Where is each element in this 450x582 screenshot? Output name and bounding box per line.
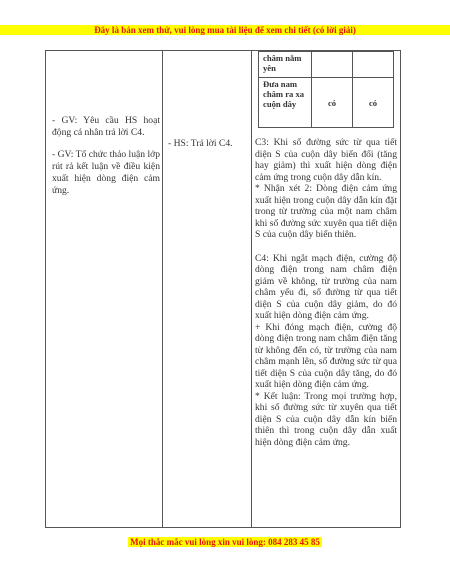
experiment-table <box>258 51 394 128</box>
lesson-table <box>45 50 401 528</box>
experiment-cell: có <box>312 78 353 128</box>
footer-banner <box>0 537 450 547</box>
column-divider <box>162 51 163 527</box>
content-paragraph: * Nhận xét 2: Dòng điện cảm ứng xuất hiện trong cuộn dây dẫn kín đặt trong từ trường của một nam châm khi số đường sức xuyên qua tiết diện S của cuộn dây biến thiên. <box>255 183 397 240</box>
column-divider <box>251 51 252 527</box>
experiment-row-label: Đưa nam châm ra xa cuộn dây <box>259 78 312 128</box>
header-banner <box>0 25 450 35</box>
experiment-row-label: châm nằm yên <box>259 52 312 78</box>
content-paragraph: + Khi đóng mạch điện, cường độ dòng điện trong nam châm điện tăng từ không đến có, từ trường của nam châm mạnh lên, số đường sức từ qua tiết diện S của cuộn dây tăng, do đó xuất hiện dòng điện cảm ứng. <box>255 321 397 390</box>
teacher-activity-cell <box>52 115 160 207</box>
content-paragraph: C3: Khi số đường sức từ qua tiết diện S của cuộn dây biến đổi (tăng hay giảm) thì xuất hiện dòng điện cảm ứng trong cuộn dây dẫn kín. <box>255 137 397 183</box>
student-activity-line: - HS: Trả lời C4. <box>168 138 233 149</box>
experiment-cell <box>312 52 353 78</box>
content-paragraph: * Kết luận: Trong mọi trường hợp, khi số đường sức từ xuyên qua tiết diện S của cuộn dây dẫn kín biến thiên thì trong cuộn dây dẫn xuất hiện dòng điện cảm ứng. <box>255 390 397 448</box>
teacher-activity-line: - GV: Tổ chức thảo luận lớp rút rả kết luận về điều kiện xuất hiện dòng điện cảm ứng. <box>52 149 160 196</box>
teacher-activity-line: - GV: Yêu cầu HS hoạt động cá nhân trả lời C4. <box>52 115 160 138</box>
student-activity-cell <box>168 138 248 150</box>
experiment-cell: có <box>353 78 394 128</box>
footer-banner-text: Mọi thắc mắc vui lòng xin vui lòng: 084 283 45 85 <box>130 537 320 547</box>
experiment-cell <box>353 52 394 78</box>
content-cell <box>255 137 397 448</box>
content-paragraph: C4: Khi ngắt mạch điện, cường độ dòng điện trong nam châm điện giảm về không, từ trường của nam châm yếu đi, số đường từ qua tiết diện S của cuộn dây giảm, do đó xuất hiện dòng điện cảm ứng. <box>255 252 397 321</box>
header-banner-text: Đây là bản xem thử, vui lòng mua tài liệu để xem chi tiết (có lời giải) <box>94 25 356 35</box>
